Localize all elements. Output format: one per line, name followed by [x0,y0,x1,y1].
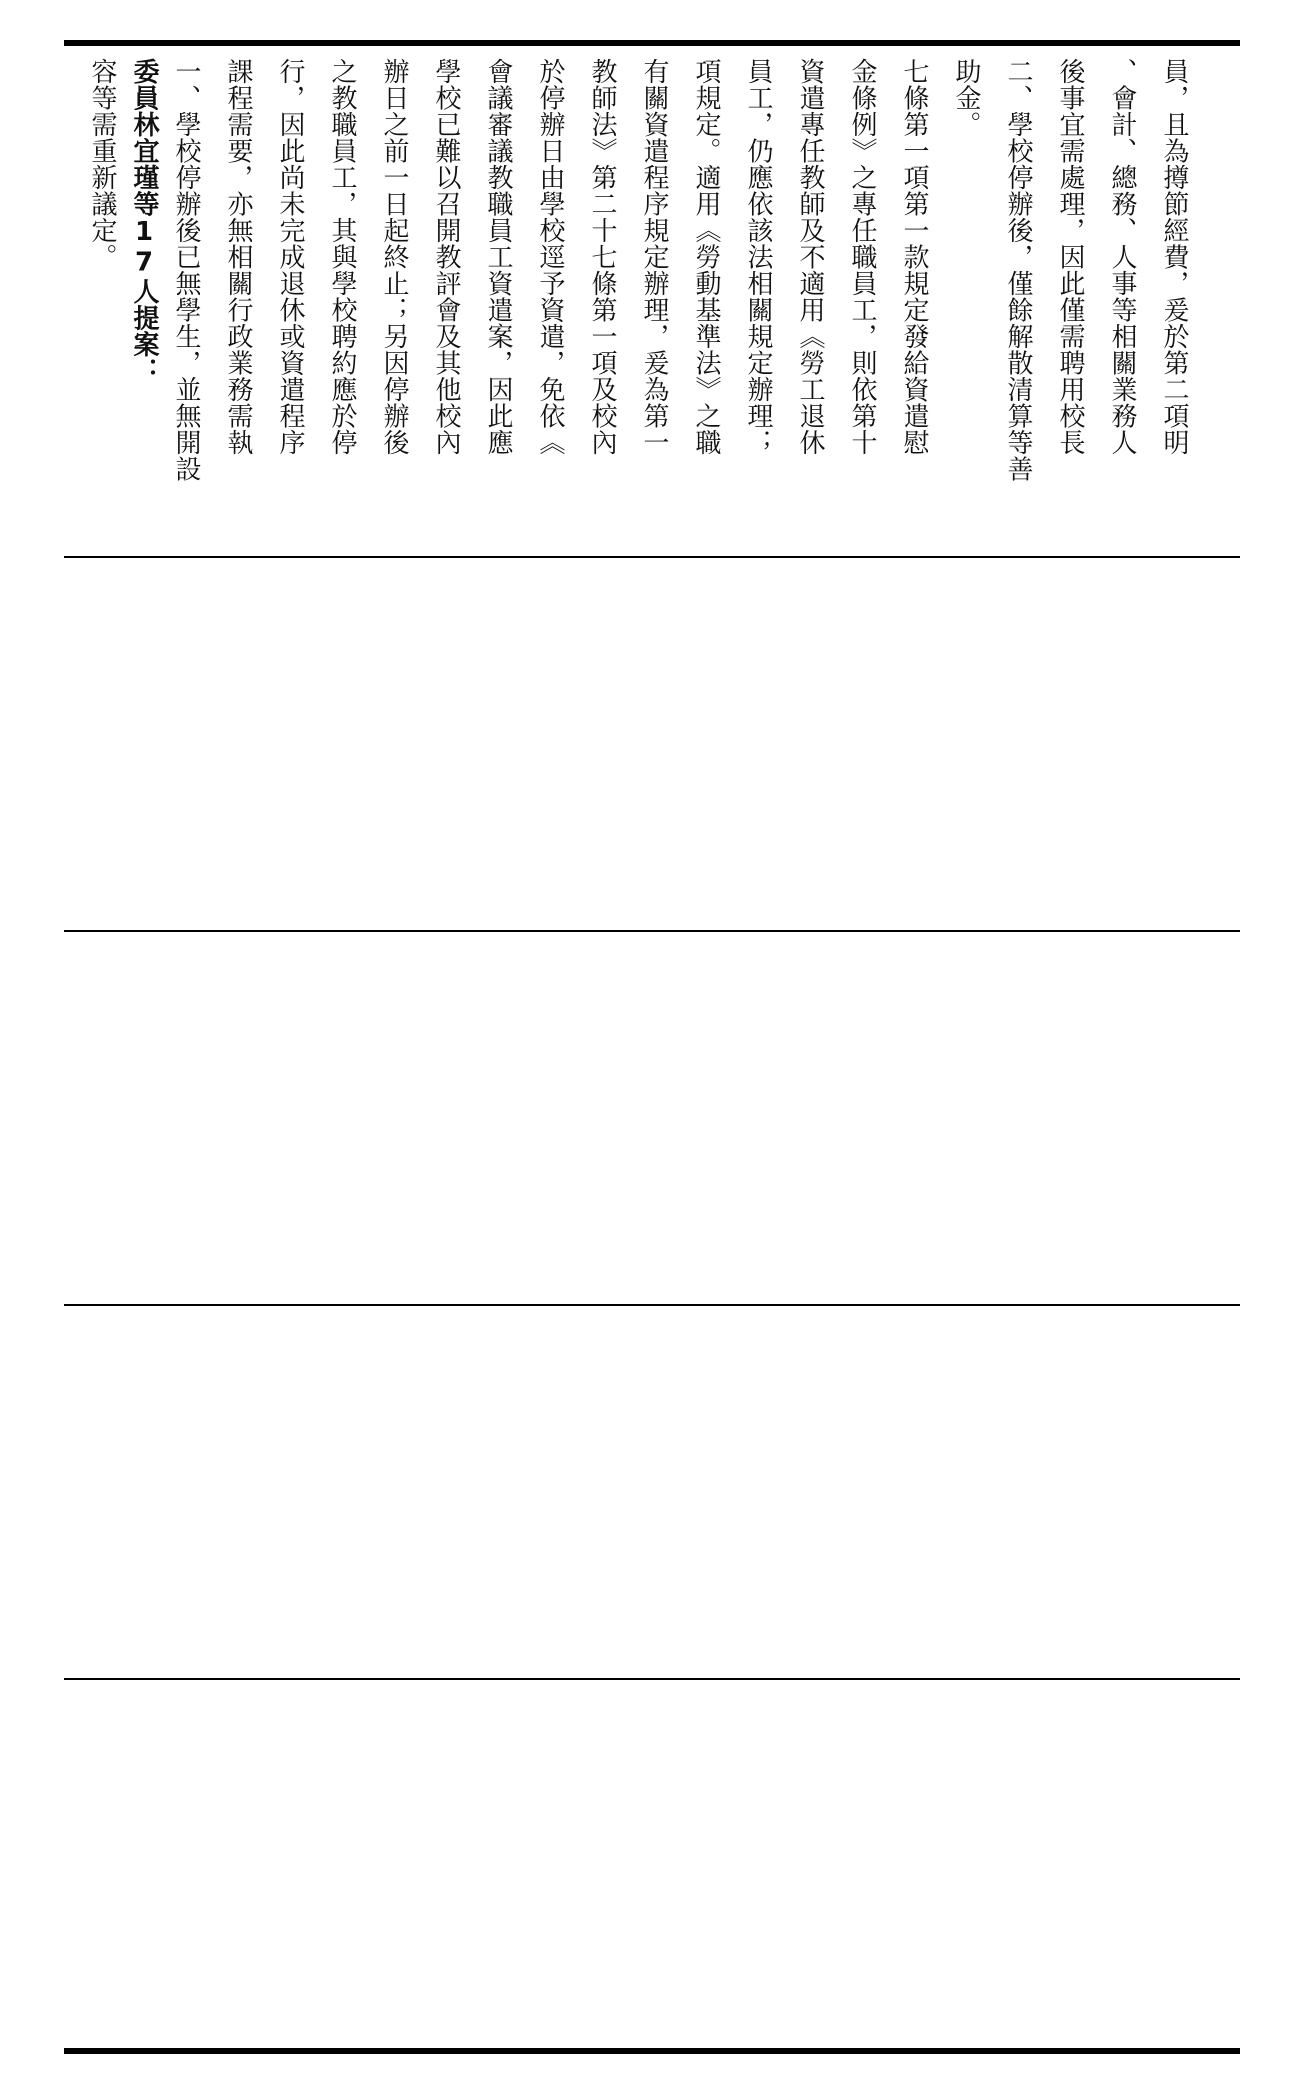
text-column: 、會計、總務、人事等相關業務人 [1107,58,1137,456]
row-divider-2 [64,930,1240,932]
text-cell [70,40,1240,540]
text-column: 有關資遣程序規定辦理，爰為第一 [639,58,669,456]
text-column: 行，因此尚未完成退休或資遣程序 [275,58,305,456]
text-column: 資遣專任教師及不適用《勞工退休 [795,58,825,456]
row-divider-3 [64,1304,1240,1306]
text-column: 教師法》第二十七條第一項及校內 [587,58,617,456]
text-column: 項規定。適用《勞動基準法》之職 [691,58,721,456]
text-column: 之教職員工，其與學校聘約應於停 [327,58,357,456]
text-column: 金條例》之專任職員工，則依第十 [847,58,877,456]
text-column: 於停辦日由學校逕予資遣，免依《 [535,58,565,456]
text-column: 課程需要，亦無相關行政業務需執 [223,58,253,456]
text-column: 會議審議教職員工資遣案，因此應 [483,58,513,456]
proposal-heading: 委員林宜瑾等17人提案： [129,58,159,384]
text-column: 員，且為撙節經費，爰於第二項明 [1159,58,1189,456]
text-column: 員工，仍應依該法相關規定辦理； [743,58,773,456]
text-column: 一、學校停辦後已無學生，並無開設 [171,58,201,482]
bottom-border [64,2048,1240,2054]
row-divider-4 [64,1678,1240,1680]
row-divider-1 [64,556,1240,558]
text-column: 助金。 [951,58,981,138]
text-column: 學校已難以召開教評會及其他校內 [431,58,461,456]
text-column: 容等需重新議定。 [87,58,117,270]
text-column: 二、學校停辦後，僅餘解散清算等善 [1003,58,1033,482]
text-column: 辦日之前一日起終止；另因停辦後 [379,58,409,456]
text-column: 後事宜需處理，因此僅需聘用校長 [1055,58,1085,456]
text-column: 七條第一項第一款規定發給資遣慰 [899,58,929,456]
